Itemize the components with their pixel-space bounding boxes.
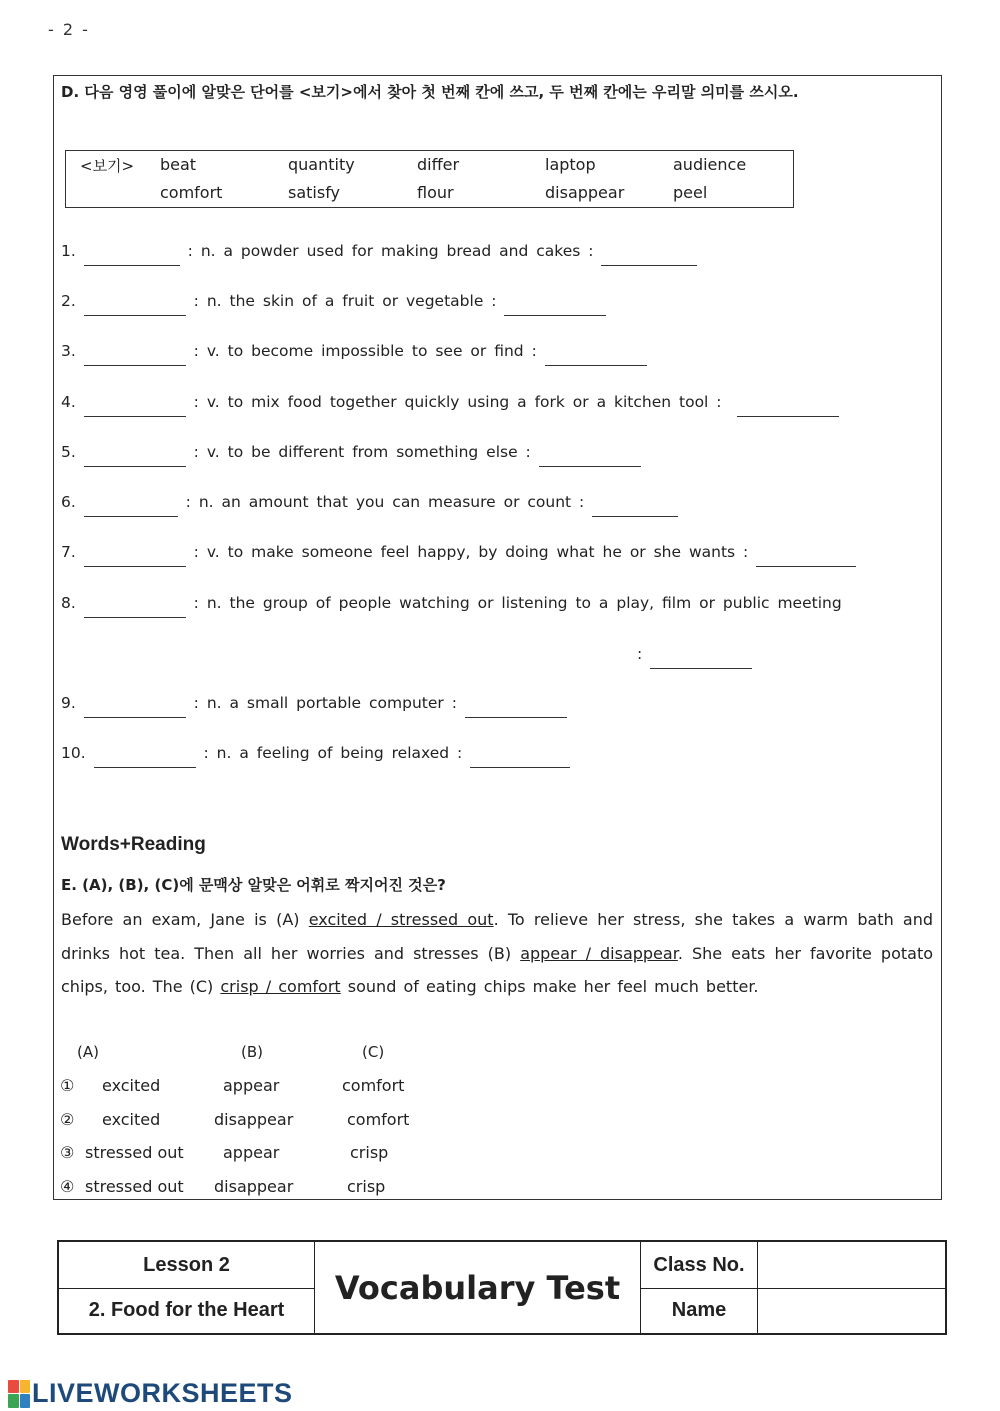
- passage-text: . She eats her favorite potato chips, too. The (C): [61, 943, 934, 996]
- answer-meaning-input[interactable]: [592, 497, 678, 517]
- answer-word-input[interactable]: [94, 748, 196, 768]
- column-header-a: (A): [77, 1043, 99, 1061]
- question-number: 3.: [61, 342, 76, 360]
- answer-meaning-input[interactable]: [756, 547, 856, 567]
- test-info-table: [57, 1240, 947, 1335]
- question-definition: : v. to mix food together quickly using a fork or a kitchen tool :: [193, 393, 722, 411]
- option-a-value: stressed out: [85, 1143, 184, 1162]
- question-2: [61, 292, 606, 316]
- question-definition: : n. a feeling of being relaxed :: [203, 744, 463, 762]
- question-6: [61, 493, 678, 517]
- question-definition: : v. to become impossible to see or find :: [193, 342, 537, 360]
- class-no-label: Class No.: [653, 1253, 745, 1276]
- liveworksheets-logo[interactable]: [8, 1378, 293, 1409]
- class-no-input[interactable]: [761, 1246, 941, 1284]
- question-number: 10.: [61, 744, 86, 762]
- logo-icon: [8, 1380, 30, 1408]
- answer-word-input[interactable]: [84, 296, 186, 316]
- test-title: Vocabulary Test: [334, 1268, 621, 1307]
- column-header-c: (C): [362, 1043, 385, 1061]
- option-a-value: excited: [102, 1076, 161, 1095]
- answer-word-input[interactable]: [84, 698, 186, 718]
- answer-meaning-input[interactable]: [504, 296, 606, 316]
- word-bank-word: audience: [673, 155, 747, 174]
- option-marker[interactable]: ④: [60, 1177, 75, 1196]
- word-bank-word: disappear: [545, 183, 625, 202]
- word-bank-word: satisfy: [288, 183, 341, 202]
- word-bank-word: quantity: [288, 155, 355, 174]
- question-definition: : n. an amount that you can measure or count :: [185, 493, 585, 511]
- word-bank-word: beat: [160, 155, 197, 174]
- question-number: 1.: [61, 242, 76, 260]
- answer-word-input[interactable]: [84, 497, 178, 517]
- option-b-value: disappear: [214, 1177, 294, 1196]
- answer-word-input[interactable]: [84, 246, 180, 266]
- section-d-instruction: D. 다음 영영 풀이에 알맞은 단어를 <보기>에서 찾아 첫 번째 칸에 쓰고, 두 번째 칸에는 우리말 의미를 쓰시오.: [61, 83, 799, 101]
- question-number: 9.: [61, 694, 76, 712]
- answer-word-input[interactable]: [84, 547, 186, 567]
- option-a-value: stressed out: [85, 1177, 184, 1196]
- word-bank-label: <보기>: [80, 157, 135, 175]
- answer-meaning-input[interactable]: [601, 246, 697, 266]
- question-number: 6.: [61, 493, 76, 511]
- question-number: 7.: [61, 543, 76, 561]
- option-marker[interactable]: ②: [60, 1110, 75, 1129]
- choice-c-underlined: crisp / comfort: [220, 977, 341, 996]
- lesson-number: Lesson 2: [143, 1253, 230, 1276]
- lesson-title: 2. Food for the Heart: [88, 1299, 285, 1321]
- question-8-continuation: [637, 645, 752, 669]
- question-definition: : n. a small portable computer :: [193, 694, 457, 712]
- name-input[interactable]: [761, 1292, 941, 1330]
- section-title: Words+Reading: [61, 834, 206, 855]
- reading-passage: [61, 903, 933, 1004]
- answer-meaning-input[interactable]: [465, 698, 567, 718]
- colon-label: :: [637, 645, 643, 663]
- word-bank-word: differ: [417, 155, 460, 174]
- question-7: [61, 543, 856, 567]
- answer-meaning-input[interactable]: [737, 397, 839, 417]
- option-b-value: appear: [223, 1143, 280, 1162]
- question-number: 4.: [61, 393, 76, 411]
- question-4: [61, 393, 839, 417]
- word-bank-box: [65, 150, 794, 208]
- logo-text: LIVEWORKSHEETS: [32, 1378, 293, 1408]
- option-b-value: appear: [223, 1076, 280, 1095]
- choice-b-underlined: appear / disappear: [520, 943, 678, 963]
- word-bank-word: peel: [673, 183, 708, 202]
- choice-a-underlined: excited / stressed out: [308, 910, 494, 929]
- question-number: 5.: [61, 443, 76, 461]
- answer-meaning-input[interactable]: [539, 447, 641, 467]
- question-5: [61, 443, 641, 467]
- column-header-b: (B): [241, 1043, 263, 1061]
- answer-meaning-input[interactable]: [545, 346, 647, 366]
- question-definition: : n. a powder used for making bread and cakes :: [187, 242, 594, 260]
- section-e-question: E. (A), (B), (C)에 문맥상 알맞은 어휘로 짝지어진 것은?: [61, 876, 446, 894]
- passage-text: Before an exam, Jane is (A): [61, 910, 309, 929]
- option-c-value: comfort: [347, 1110, 410, 1129]
- question-definition: : n. the group of people watching or listening to a play, film or public meeting: [193, 594, 842, 612]
- option-c-value: crisp: [347, 1177, 386, 1196]
- option-a-value: excited: [102, 1110, 161, 1129]
- question-3: [61, 342, 647, 366]
- answer-meaning-input[interactable]: [650, 649, 752, 669]
- word-bank-word: laptop: [545, 155, 596, 174]
- option-marker[interactable]: ①: [60, 1076, 75, 1095]
- question-definition: : n. the skin of a fruit or vegetable :: [193, 292, 497, 310]
- question-8: [61, 594, 842, 618]
- question-definition: : v. to be different from something else :: [193, 443, 531, 461]
- question-definition: : v. to make someone feel happy, by doing what he or she wants :: [193, 543, 749, 561]
- option-c-value: crisp: [350, 1143, 389, 1162]
- page-number: - 2 -: [48, 20, 90, 39]
- word-bank-word: flour: [417, 183, 454, 202]
- answer-word-input[interactable]: [84, 397, 186, 417]
- question-10: [61, 744, 570, 768]
- question-9: [61, 694, 567, 718]
- passage-text: . To relieve her stress, she takes a warm bath and drinks hot tea. Then all her worries and stresses (B): [61, 910, 934, 963]
- option-c-value: comfort: [342, 1076, 405, 1095]
- option-marker[interactable]: ③: [60, 1143, 75, 1162]
- answer-word-input[interactable]: [84, 346, 186, 366]
- answer-word-input[interactable]: [84, 598, 186, 618]
- question-number: 2.: [61, 292, 76, 310]
- answer-word-input[interactable]: [84, 447, 186, 467]
- answer-meaning-input[interactable]: [470, 748, 570, 768]
- question-number: 8.: [61, 594, 76, 612]
- passage-text: sound of eating chips make her feel much better.: [340, 977, 759, 996]
- option-b-value: disappear: [214, 1110, 294, 1129]
- question-1: [61, 242, 697, 266]
- word-bank-word: comfort: [160, 183, 223, 202]
- name-label: Name: [671, 1299, 727, 1321]
